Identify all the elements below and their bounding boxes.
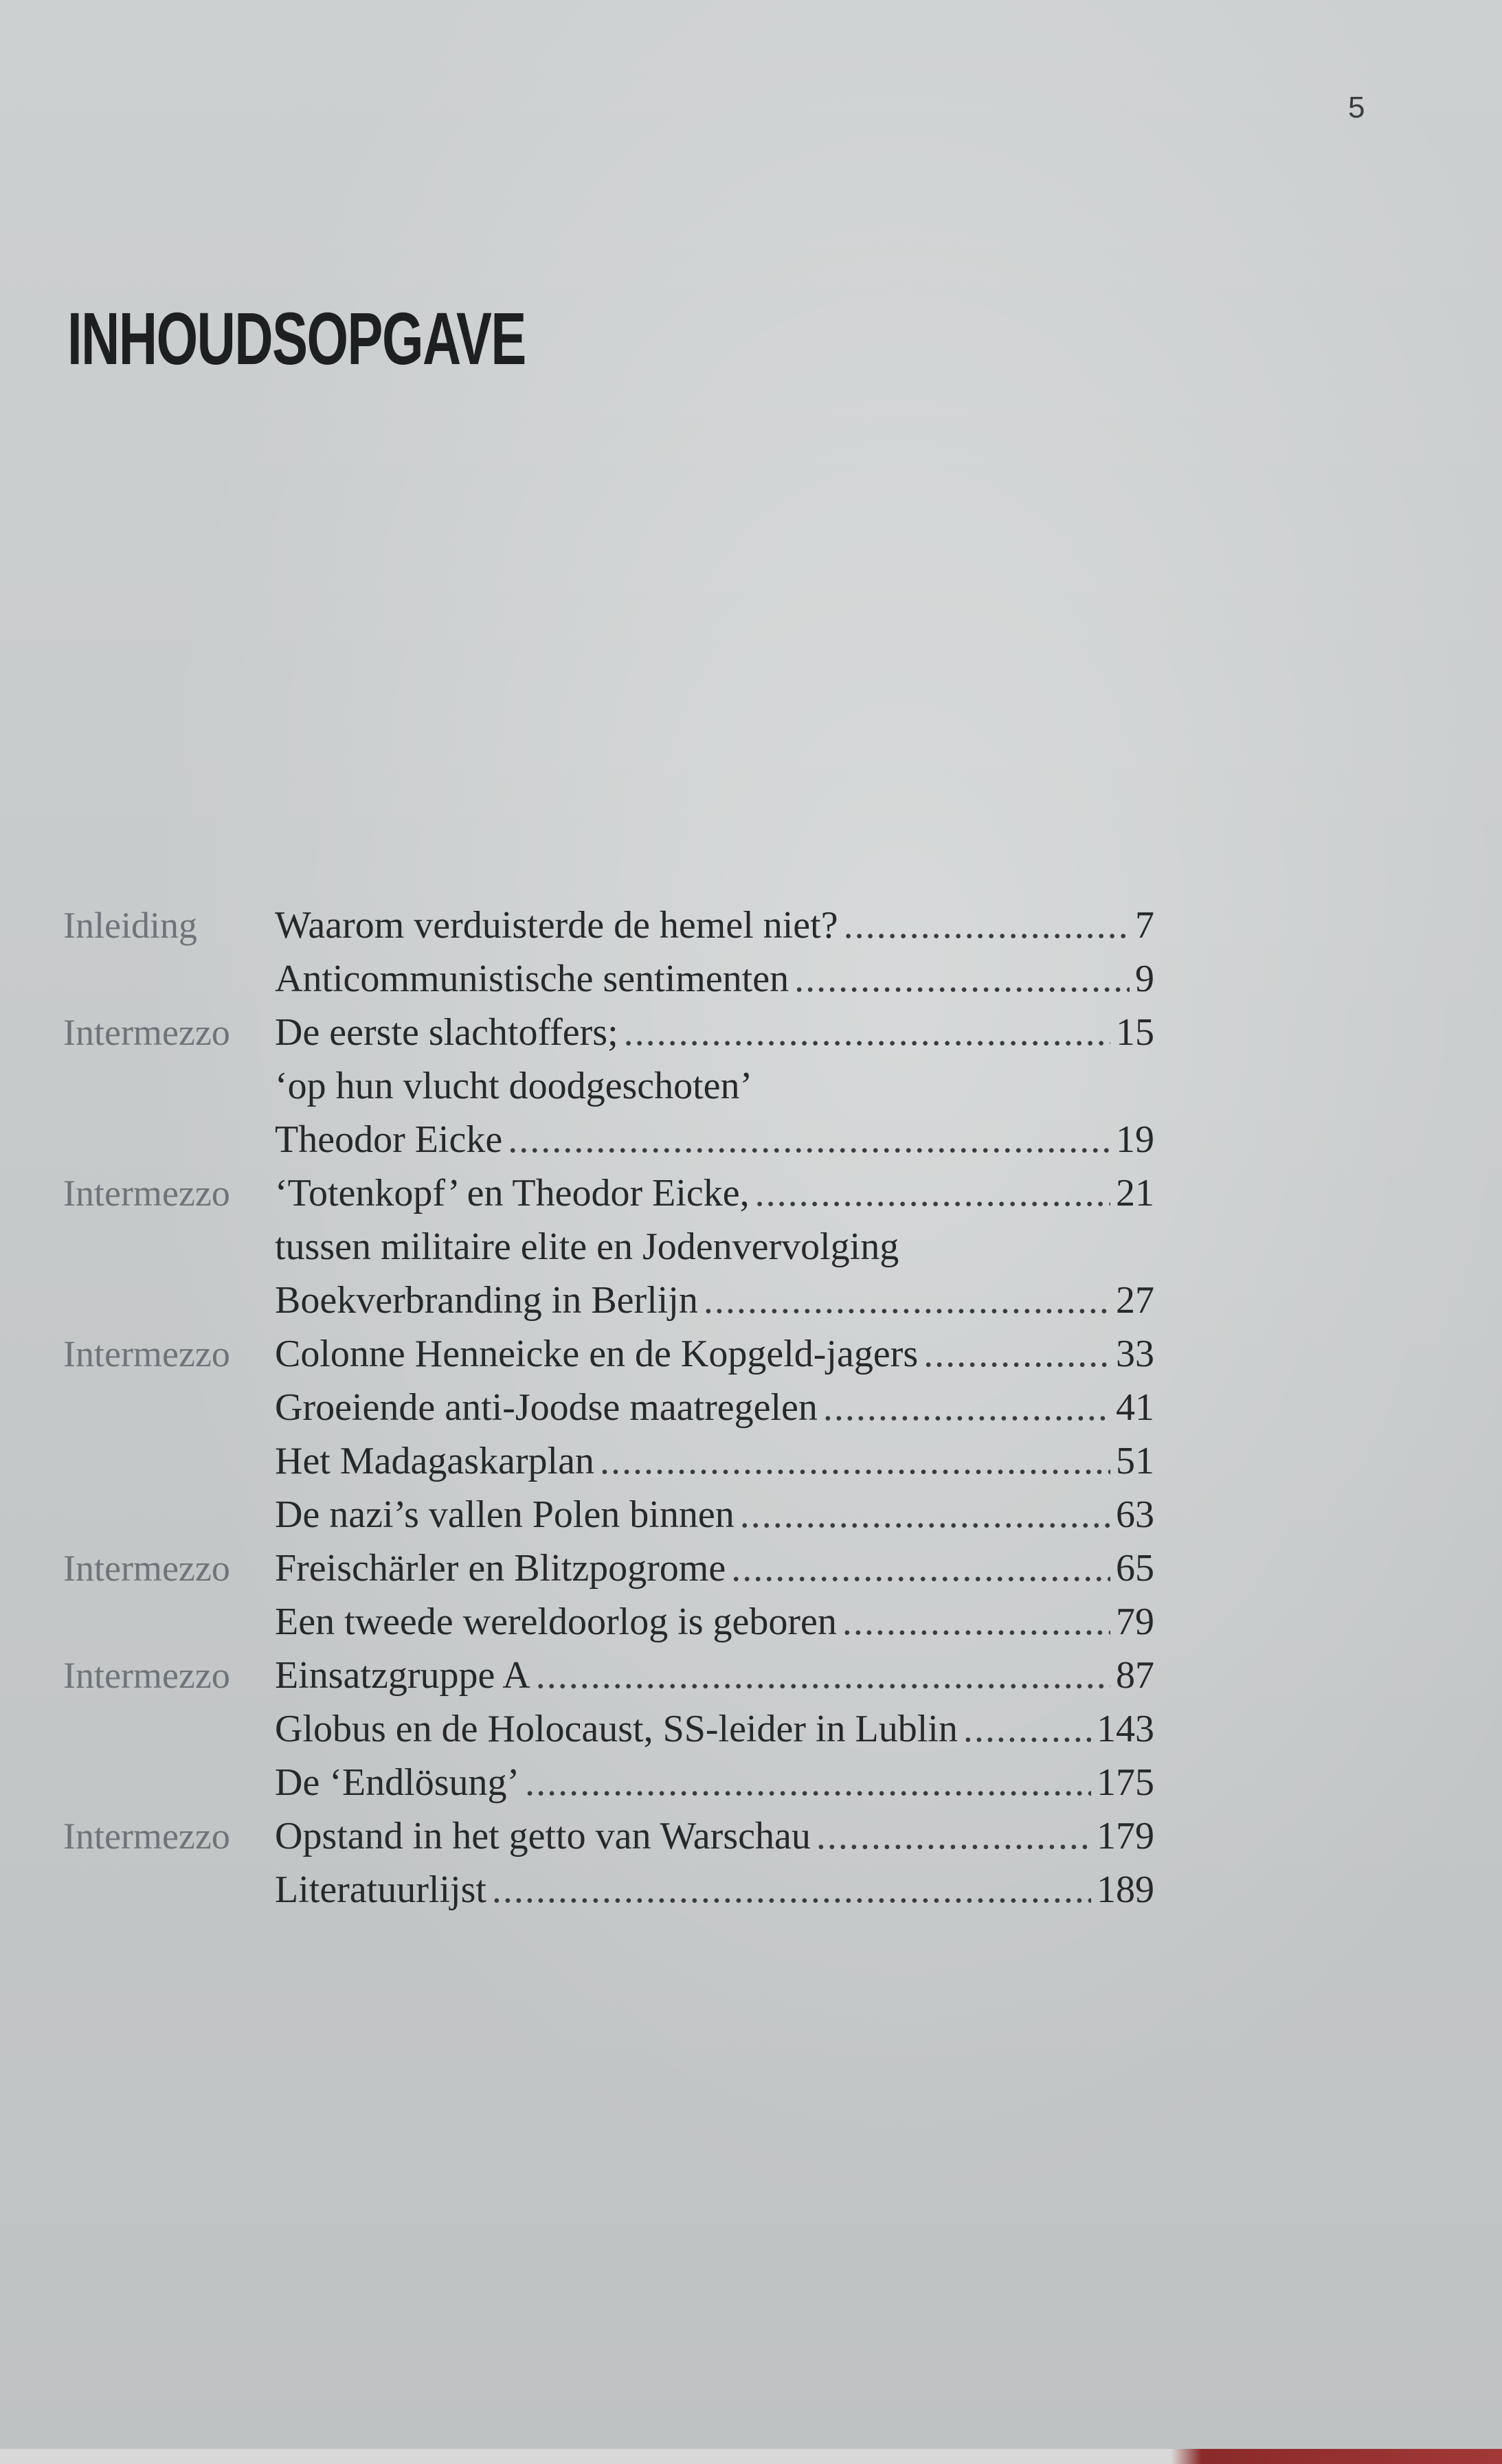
toc-section-label: Intermezzo xyxy=(63,1655,230,1696)
toc-leader-dots xyxy=(923,1327,1110,1381)
toc-page-number: 79 xyxy=(1116,1601,1154,1643)
toc-page-number: 63 xyxy=(1116,1493,1154,1536)
toc-entry xyxy=(275,1595,1154,1649)
toc-row xyxy=(0,1488,1502,1541)
toc-row xyxy=(0,1274,1502,1327)
toc-entry-title: ‘op hun vlucht doodgeschoten’ xyxy=(275,1065,753,1107)
toc-page-number: 65 xyxy=(1116,1547,1154,1590)
toc-row xyxy=(0,1006,1502,1059)
toc-page-number: 143 xyxy=(1097,1708,1154,1750)
toc-page-number: 189 xyxy=(1097,1868,1154,1911)
toc-leader-dots xyxy=(963,1702,1091,1756)
toc-entry-title: Groeiende anti-Joodse maatregelen xyxy=(275,1386,818,1429)
toc-row xyxy=(0,1381,1502,1434)
toc-row xyxy=(0,1756,1502,1809)
toc-page-number: 9 xyxy=(1135,958,1154,1000)
toc-leader-dots xyxy=(842,1595,1110,1649)
toc-row xyxy=(0,952,1502,1006)
table-of-contents xyxy=(0,898,1502,1917)
toc-row xyxy=(0,1434,1502,1488)
toc-entry-title: ‘Totenkopf’ en Theodor Eicke, xyxy=(275,1172,750,1214)
toc-entry xyxy=(275,952,1154,1006)
toc-page-number: 179 xyxy=(1097,1815,1154,1857)
toc-entry-title: Anticommunistische sentimenten xyxy=(275,958,789,1000)
toc-leader-dots xyxy=(508,1113,1110,1166)
toc-row xyxy=(0,1541,1502,1595)
toc-row xyxy=(0,1220,1502,1274)
toc-entry-title: De eerste slachtoffers; xyxy=(275,1011,618,1054)
toc-entry xyxy=(275,1166,1154,1220)
toc-page-number: 51 xyxy=(1116,1440,1154,1482)
toc-leader-dots xyxy=(704,1274,1110,1327)
toc-leader-dots xyxy=(844,898,1130,952)
toc-leader-dots xyxy=(794,952,1130,1006)
toc-entry xyxy=(275,1274,1154,1327)
toc-entry-title: tussen militaire elite en Jodenvervolging xyxy=(275,1225,899,1268)
toc-row xyxy=(0,1863,1502,1917)
toc-page-number: 21 xyxy=(1116,1172,1154,1214)
toc-row xyxy=(0,1702,1502,1756)
toc-entry-title: Boekverbranding in Berlijn xyxy=(275,1279,698,1322)
toc-leader-dots xyxy=(740,1488,1110,1541)
toc-entry-title: De ‘Endlösung’ xyxy=(275,1761,520,1804)
toc-entry xyxy=(275,1327,1154,1381)
toc-entry xyxy=(275,1488,1154,1541)
toc-entry xyxy=(275,898,1154,952)
toc-entry xyxy=(275,1113,1154,1166)
toc-row xyxy=(0,898,1502,952)
toc-row xyxy=(0,1113,1502,1166)
toc-leader-dots xyxy=(492,1863,1091,1917)
toc-entry-title: Einsatzgruppe A xyxy=(275,1654,530,1697)
toc-section-label: Intermezzo xyxy=(63,1816,230,1857)
toc-entry-continuation xyxy=(275,1059,1154,1113)
page-bottom-edge xyxy=(0,2449,1502,2464)
toc-entry xyxy=(275,1809,1154,1863)
toc-entry xyxy=(275,1756,1154,1809)
toc-entry-continuation xyxy=(275,1220,1154,1274)
toc-leader-dots xyxy=(624,1006,1110,1059)
toc-row xyxy=(0,1809,1502,1863)
toc-section-label: Intermezzo xyxy=(63,1173,230,1214)
toc-page-number: 7 xyxy=(1135,904,1154,947)
toc-entry xyxy=(275,1006,1154,1059)
toc-entry xyxy=(275,1863,1154,1917)
toc-entry xyxy=(275,1649,1154,1702)
toc-leader-dots xyxy=(525,1756,1091,1809)
toc-leader-dots xyxy=(755,1166,1110,1220)
toc-entry-title: Colonne Henneicke en de Kopgeld-jagers xyxy=(275,1333,919,1375)
toc-leader-dots xyxy=(600,1434,1110,1488)
toc-section-label: Intermezzo xyxy=(63,1333,230,1375)
toc-entry-title: Freischärler en Blitzpogrome xyxy=(275,1547,726,1590)
toc-leader-dots xyxy=(536,1649,1110,1702)
toc-row xyxy=(0,1327,1502,1381)
toc-leader-dots xyxy=(823,1381,1110,1434)
toc-entry-title: Literatuurlijst xyxy=(275,1868,486,1911)
toc-section-label: Intermezzo xyxy=(63,1012,230,1053)
toc-entry-title: Een tweede wereldoorlog is geboren xyxy=(275,1601,837,1643)
toc-entry-title: Waarom verduisterde de hemel niet? xyxy=(275,904,838,947)
page-title: INHOUDSOPGAVE xyxy=(67,297,526,380)
toc-row xyxy=(0,1059,1502,1113)
toc-page-number: 19 xyxy=(1116,1118,1154,1161)
toc-entry xyxy=(275,1381,1154,1434)
toc-row xyxy=(0,1649,1502,1702)
toc-page-number: 27 xyxy=(1116,1279,1154,1322)
toc-entry-title: Het Madagaskarplan xyxy=(275,1440,594,1482)
toc-page-number: 87 xyxy=(1116,1654,1154,1697)
toc-entry-title: De nazi’s vallen Polen binnen xyxy=(275,1493,735,1536)
toc-row xyxy=(0,1595,1502,1649)
toc-leader-dots xyxy=(816,1809,1091,1863)
toc-page-number: 41 xyxy=(1116,1386,1154,1429)
toc-section-label: Intermezzo xyxy=(63,1548,230,1589)
toc-page-number: 15 xyxy=(1116,1011,1154,1054)
toc-page-number: 33 xyxy=(1116,1333,1154,1375)
toc-page-number: 175 xyxy=(1097,1761,1154,1804)
toc-entry xyxy=(275,1541,1154,1595)
toc-row xyxy=(0,1166,1502,1220)
toc-entry-title: Opstand in het getto van Warschau xyxy=(275,1815,811,1857)
toc-entry xyxy=(275,1702,1154,1756)
toc-entry-title: Theodor Eicke xyxy=(275,1118,503,1161)
toc-leader-dots xyxy=(731,1541,1110,1595)
toc-entry-title: Globus en de Holocaust, SS-leider in Lublin xyxy=(275,1708,958,1750)
toc-section-label: Inleiding xyxy=(63,905,197,946)
toc-entry xyxy=(275,1434,1154,1488)
page-number: 5 xyxy=(1348,91,1365,124)
